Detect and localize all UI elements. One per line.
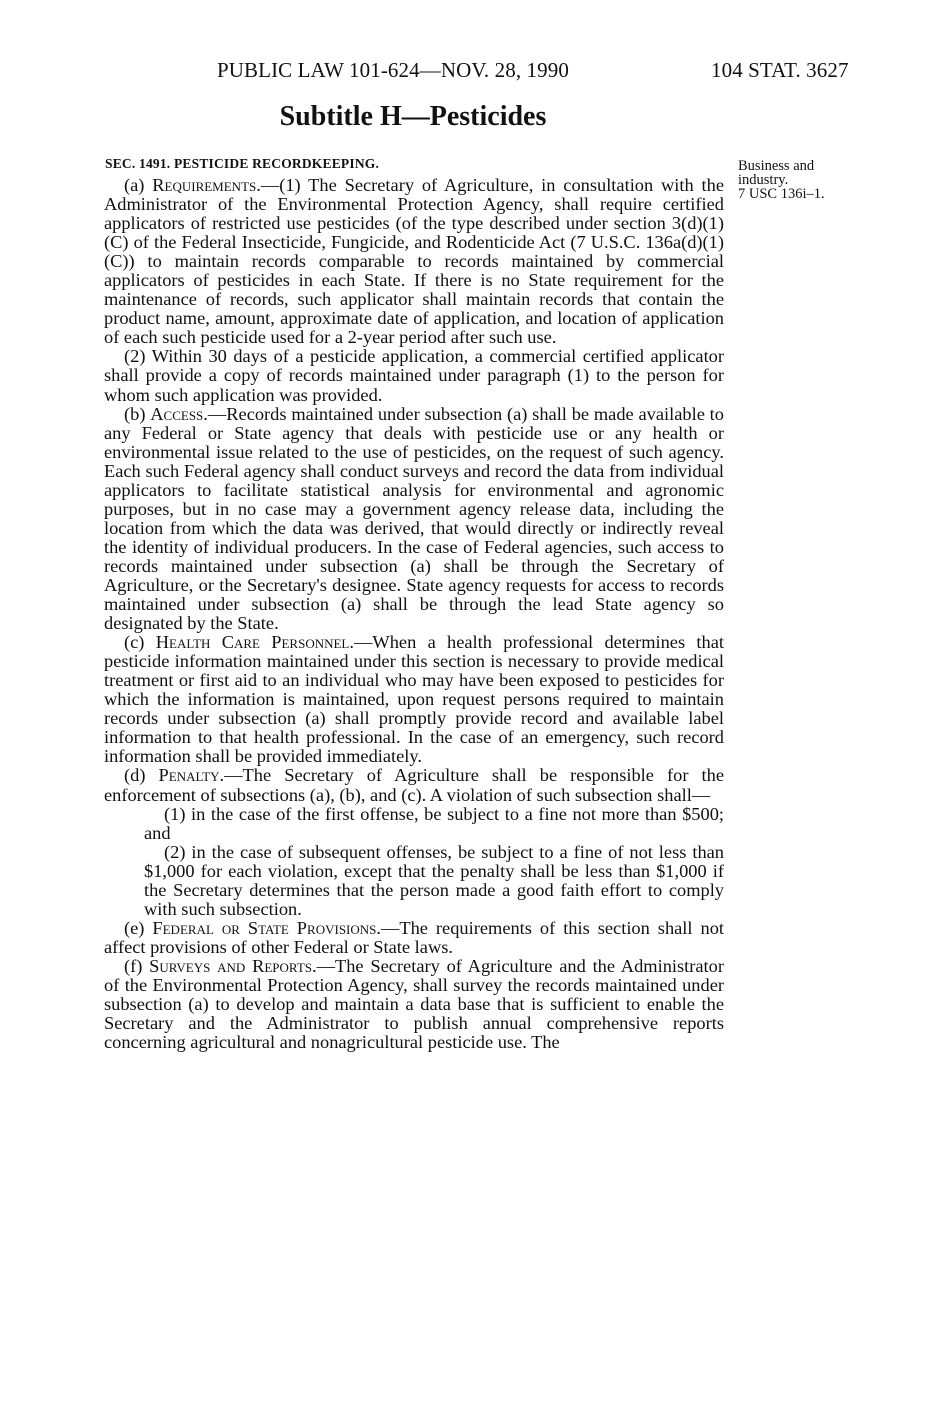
- section-heading: SEC. 1491. PESTICIDE RECORDKEEPING.: [105, 156, 380, 171]
- subsection-heading: Surveys and Reports.: [149, 955, 317, 976]
- stat-citation: 104 STAT. 3627: [711, 58, 849, 82]
- subsection-f: (f) Surveys and Reports.—The Secretary of Agriculture and the Administrator of the Environmental Protection Agency, shall survey the records maintained under subsection (a) to develop and maintain a data base that is sufficient to enable the Secretary and the Administrator to publish annual comprehensive reports concerning agricultural and nonagricultural pesticide use. The: [104, 955, 724, 1053]
- subsection-c: (c) Health Care Personnel.—When a health professional determines that pesticide information maintained under this section is necessary to provide medical treatment or first aid to an individual who may have been exposed to pesticides for which the information is maintained, upon request persons required to maintain records under subsection (a) shall promptly provide record and available label information to that health professional. In the case of an emergency, such record information shall be provided immediately.: [104, 632, 724, 767]
- paragraph-a2: (2) Within 30 days of a pesticide application, a commercial certified applicator shall provide a copy of records maintained under paragraph (1) to the person for whom such application was provided.: [104, 346, 724, 405]
- subsection-heading: Federal or State Provisions.: [152, 917, 381, 938]
- subsection-heading: Health Care Personnel.: [155, 632, 354, 653]
- subsection-heading: Access.: [150, 403, 208, 424]
- section-body: [104, 176, 724, 1052]
- subsection-b: (b) Access.—Records maintained under subsection (a) shall be made available to any Federal or State agency that deals with pesticide use or any health or environmental issue related to the use of pesticides, on the request of such agency. Each such Federal agency shall conduct surveys and record the data from individual applicators to facilitate statistical analysis for environmental and agronomic purposes, but in no case may a government agency release data, including the location from which the data was derived, that would directly or indirectly reveal the identity of individual producers. In the case of Federal agencies, such access to records maintained under subsection (a) shall be through the Secretary of Agriculture, or the Secretary's designee. State agency requests for access to records maintained under subsection (a) shall be through the lead State agency so designated by the State.: [104, 403, 724, 634]
- paragraph-d2: (2) in the case of subsequent offenses, be subject to a fine of not less than $1,000 for each violation, except that the penalty shall be less than $1,000 if the Secretary determines that the person made a good faith effort to comply with such subsection.: [144, 841, 724, 919]
- subsection-e: (e) Federal or State Provisions.—The requirements of this section shall not affect provisions of other Federal or State laws.: [104, 917, 724, 957]
- subsection-heading: Requirements.: [152, 175, 261, 195]
- margin-note-line: Business and: [738, 158, 815, 174]
- paragraph-d1: (1) in the case of the first offense, be subject to a fine not more than $500; and: [144, 803, 724, 843]
- margin-note-line: 7 USC 136i–1.: [738, 186, 825, 202]
- margin-note: [738, 159, 825, 201]
- margin-note-line: industry.: [738, 172, 789, 188]
- running-head: PUBLIC LAW 101-624—NOV. 28, 1990: [217, 58, 569, 82]
- subsection-d: (d) Penalty.—The Secretary of Agriculture shall be responsible for the enforcement of subsections (a), (b), and (c). A violation of such subsection shall—: [104, 765, 724, 805]
- subsection-heading: Penalty.: [158, 765, 225, 786]
- subtitle-heading: Subtitle H—Pesticides: [279, 101, 547, 132]
- subsection-a: (a) Requirements.—(1) The Secretary of Agriculture, in consultation with the Administrator of the Environmental Protection Agency, shall require certified applicators of restricted use pesticides (of the type described under section 3(d)(1)(C) of the Federal Insecticide, Fungicide, and Rodenticide Act (7 U.S.C. 136a(d)(1)(C)) to maintain records comparable to records maintained by commercial applicators of pesticides in each State. If there is no State requirement for the maintenance of records, such applicator shall maintain records that contain the product name, amount, approximate date of application, and location of application of each such pesticide used for a 2-year period after such use.: [104, 175, 725, 348]
